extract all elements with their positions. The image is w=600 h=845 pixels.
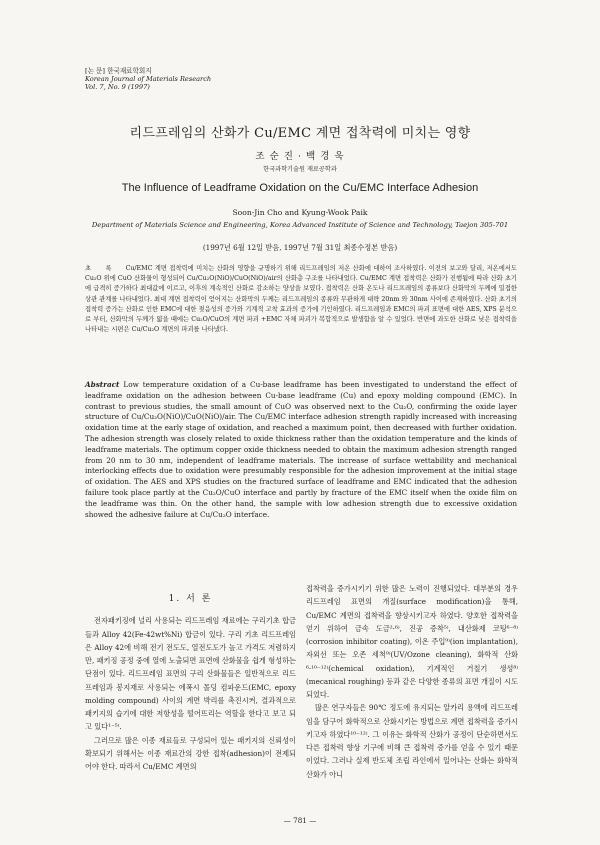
received-dates: (1997년 6월 12일 받음, 1997년 7월 31일 최종수정본 받음)	[202, 243, 398, 252]
section-heading: 1. 서 론	[168, 594, 213, 604]
journal-line-english: Korean Journal of Materials Research	[85, 75, 212, 84]
journal-info	[85, 67, 211, 92]
korean-abstract	[85, 264, 517, 335]
korean-authors: 조 순 진 · 백 경 욱	[255, 151, 345, 162]
journal-volume: Vol. 7, No. 9 (1997)	[85, 83, 150, 92]
page-number: — 781 —	[283, 816, 317, 825]
body-paragraph: 많은 연구자들은 90℃ 정도에 유지되는 알카리 용액에 리드프레임을 담구어 화학적으로 산화시키는 방법으로 계면 접착력을 증가시키고자 하였다¹⁰⁻¹²⁾. 그 이유는 화학적 산화가 공정이 단순하면서도 다른 접착력 향상 기구에 비해 큰 접착력 증가를 얻을 수 있기 때문이었다. 그러나 실제 반도체 조립 라인에서 일어나는 산화는 화학적 산화가 아니	[306, 703, 518, 779]
body-paragraph: 접착력을 증가시키기 위한 많은 노력이 진행되었다. 대부분의 경우 리드프레임 표면의 개질(surface modification)을 통해, Cu/EMC 계면의 접착력을 향상시키고자 하였다. 양호한 접착력을 얻기 위하여 금속 도금²·⁶⁾, 진공 증착⁵⁾, 내산화제 코팅⁶⁻⁸⁾(corrosion inhibitor coating), 이온 주입⁹⁾(ion implantation), 자외선 또는 오존 세척⁹⁾(UV/Ozone cleaning), 화학적 산화⁶·¹⁰⁻¹²⁾(chemical oxidation), 기계적인 거칠기 생성⁸⁾(mecanical roughing) 등과 같은 다양한 종류의 표면 개질이 시도되었다.	[306, 584, 518, 699]
korean-title: 리드프레임의 산화가 Cu/EMC 계면 접착력에 미치는 영향	[129, 126, 471, 141]
body-paragraph: 전자패키징에 널리 사용되는 리드프레임 재료에는 구리기초 합금들과 Alloy 42(Fe-42wt%Ni) 합금이 있다. 구리 기초 리드프레임은 Alloy 42에 비해 전기 전도도, 열전도도가 높고 가격도 저렴하지만, 패키징 공정 중에 열에 노출되면 표면에 산화물을 쉽게 형성하는 단점이 있다. 리드프레임 표면의 구리 산화물들은 일반적으로 리드프레임과 봉지재로 사용되는 에폭시 몰딩 컴파운드(EMC, epoxy molding compound) 사이의 계면 박리를 촉진시켜, 결과적으로 패키지의 습기에 대한 저항성을 떨어뜨리는 역할을 한다고 보고 되고 있다¹⁻⁵⁾.	[85, 616, 296, 732]
korean-abstract-label: 초 록	[85, 265, 118, 272]
english-affiliation: Department of Materials Science and Engineering, Korea Advanced Institute of Science and Technology, Taejon 305-701	[91, 221, 509, 229]
english-abstract-text: Low temperature oxidation of a Cu-base leadframe has been investigated to understand the effect of leadframe oxidation on the adhesion between Cu-base leadframe (Cu) and epoxy molding compound (EMC). In contrast to previous studies, the small amount of CuO was observed next to the Cu₂O, confirming the oxide layer structure of Cu/Cu₂O(NiO)/CuO(NiO)/air. The Cu/EMC interface adhesion strength rapidly increased with increasing oxidation time at the early stage of oxidation, and reached a maximum point, then decreased with further oxidation. The adhesion strength was closely related to oxide thickness rather than the oxidation temperature and the kinds of leadframe materials. The optimum copper oxide thickness needed to obtain the maximum adhesion strength ranged from 20 nm to 30 nm, independent of leadframe materials. The increase of surface wettability and mechanical interlocking effects due to oxidation were presumably responsible for the adhesion improvement at the initial stage of oxidation. The AES and XPS studies on the fractured surface of leadframe and EMC indicated that the adhesion failure took place partly at the Cu₂O/CuO interface and partly by fracture of the EMC itself when the oxide film on the leadframe was thin. On the other hand, the sample with low adhesion strength due to excessive oxidation showed the adhesive failure at Cu/Cu₂O interface.	[85, 380, 517, 519]
journal-line-korean: [논 문] 한국재료학회지	[85, 67, 152, 75]
english-abstract	[85, 380, 517, 520]
english-abstract-label: Abstract	[85, 380, 120, 389]
korean-affiliation: 한국과학기술원 재료공학과	[263, 166, 337, 173]
korean-abstract-text: Cu/EMC 계면 접착력에 미치는 산화의 영향을 규명하기 위해 리드프레임의 저온 산화에 대하여 조사하였다. 이전의 보고와 달리, 저온에서도 Cu₂O 위에 CuO 산화물이 형성되어 Cu/Cu₂O(NiO)/CuO(NiO)/air의 산화층 구조를 나타내었다. Cu/EMC 계면 접착력은 산화가 진행됨에 따라 산화 초기에 급격히 증가하다 최대값에 이르고, 이후의 계속적인 산화로 감소하는 양상을 보였다. 접착력은 산화 온도나 리드프레임의 종류보다 산화막의 두께에 밀접한 상관 관계를 나타내었다. 최대 계면 접착력이 얻어지는 산화막의 두께는 리드프레임의 종류와 무관하게 대략 20nm 와 30nm 사이에 존재하였다. 산화 초기의 접착력 증가는 산화로 인한 EMC에 대한 젖음성의 증가와 기계적 고착 효과의 증가에 기인하였다. 리드프레임과 EMC의 파괴 표면에 대한 AES, XPS 분석으로 부터, 산화막의 두께가 얇을 때에는 Cu₂O/CuO의 계면 파괴 +EMC 자체 파괴가 복합적으로 발생함을 알 수 있었다. 반면에 과도한 산화로 낮은 접착력을 나타내는 시편은 Cu/Cu₂O 계면의 파괴를 나타냈다.	[85, 265, 517, 334]
english-title: The Influence of Leadframe Oxidation on the Cu/EMC Interface Adhesion	[121, 182, 479, 194]
english-authors: Soon-Jin Cho and Kyung-Wook Paik	[232, 208, 368, 217]
body-column-left	[85, 583, 296, 773]
body-paragraph: 그러므로 많은 이종 재료들로 구성되어 있는 패키지의 신뢰성이 확보되기 위해서는 이종 재료간의 강한 접착(adhesion)이 전제되어야 한다. 따라서 Cu/EMC 계면의	[85, 735, 296, 771]
body-column-right	[306, 582, 518, 781]
